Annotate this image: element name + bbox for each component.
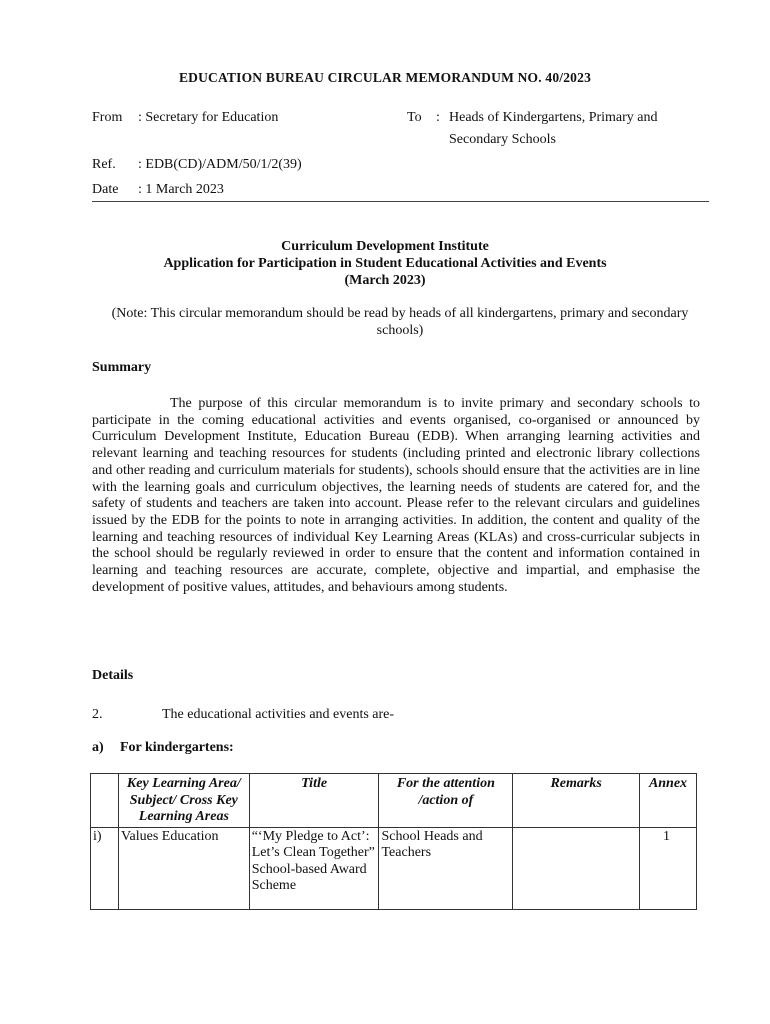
para-number: 2. bbox=[92, 707, 103, 722]
table-header-row bbox=[91, 774, 697, 828]
header-attention: For the attention /action of bbox=[379, 774, 513, 828]
row-title: “‘My Pledge to Act’: Let’s Clean Together” School-based Award Scheme bbox=[249, 827, 379, 909]
memo-heading: EDUCATION BUREAU CIRCULAR MEMORANDUM NO. 40/2023 bbox=[178, 70, 592, 85]
date-label: Date bbox=[92, 182, 119, 197]
to-value-line1: Heads of Kindergartens, Primary and bbox=[449, 110, 658, 125]
para-text: The educational activities and events are- bbox=[162, 707, 395, 722]
from-label: From bbox=[92, 110, 123, 125]
row-kla: Values Education bbox=[118, 827, 249, 909]
ref-label: Ref. bbox=[92, 157, 116, 172]
from-value: : Secretary for Education bbox=[138, 110, 279, 125]
header-kla: Key Learning Area/ Subject/ Cross Key Learning Areas bbox=[118, 774, 249, 828]
ref-value: : EDB(CD)/ADM/50/1/2(39) bbox=[138, 157, 302, 172]
title-line-3: (March 2023) bbox=[344, 273, 426, 288]
header-divider bbox=[92, 201, 709, 202]
table-row bbox=[91, 827, 697, 909]
title-line-2: Application for Participation in Student Educational Activities and Events bbox=[163, 256, 607, 271]
title-line-1: Curriculum Development Institute bbox=[281, 239, 489, 254]
header-annex: Annex bbox=[640, 774, 697, 828]
date-value: : 1 March 2023 bbox=[138, 182, 224, 197]
to-label: To bbox=[407, 110, 422, 125]
subsection-label: a) bbox=[92, 740, 104, 755]
header-num bbox=[91, 774, 119, 828]
activities-table bbox=[90, 773, 697, 910]
to-value-line2: Secondary Schools bbox=[449, 132, 556, 147]
row-remarks bbox=[513, 827, 640, 909]
summary-paragraph: The purpose of this circular memorandum is to invite primary and secondary schools to participate in the coming educational activities and events organised, co-organised or announced by Curriculum Development Institute, Education Bureau (EDB). When arranging learning activities and relevant learning and teaching resources for students (including printed and electronic library collections and other reading and curriculum materials for students), schools should ensure that the activities are in line with the learning goals and curriculum objectives, the learning needs of students are catered for, and the safety of students and teachers are taken into account. Please refer to the relevant circulars and guidelines issued by the EDB for the points to note in arranging activities. In addition, the content and quality of the learning and teaching resources of individual Key Learning Areas (KLAs) and cross-curricular subjects in the school should be regularly reviewed in order to ensure that the content and information contained in learning and teaching resources are accurate, complete, objective and impartial, and emphasise the development of positive values, attitudes, and behaviours among students. bbox=[92, 396, 700, 595]
details-heading: Details bbox=[92, 668, 134, 683]
subsection-title: For kindergartens: bbox=[120, 740, 234, 755]
note: (Note: This circular memorandum should be read by heads of all kindergartens, primary and secondary schools) bbox=[111, 306, 689, 338]
header-title: Title bbox=[249, 774, 379, 828]
to-colon: : bbox=[436, 110, 440, 125]
row-annex: 1 bbox=[640, 827, 697, 909]
row-num: i) bbox=[91, 827, 119, 909]
summary-heading: Summary bbox=[92, 360, 152, 375]
row-attention: School Heads and Teachers bbox=[379, 827, 513, 909]
header-remarks: Remarks bbox=[513, 774, 640, 828]
